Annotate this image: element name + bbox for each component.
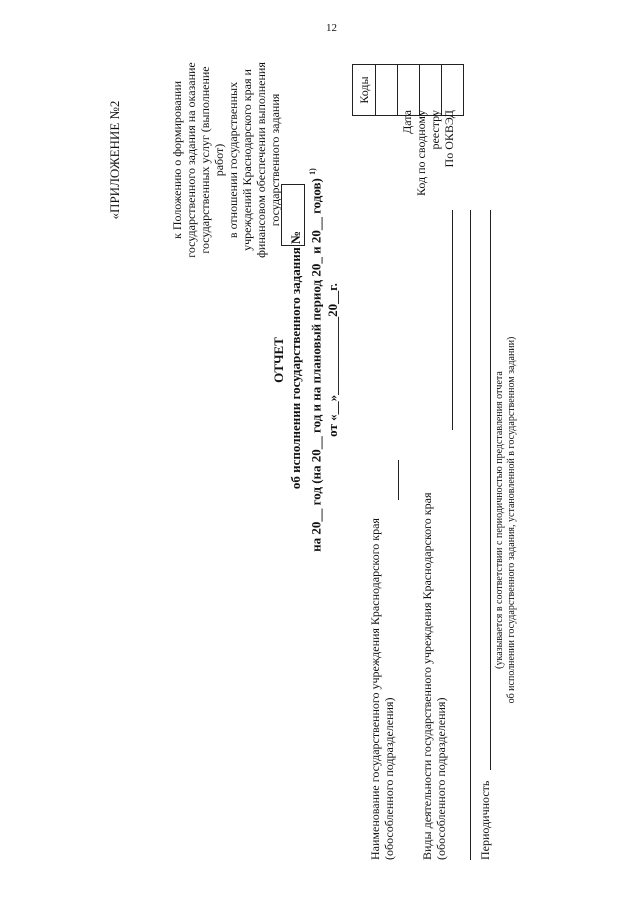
codes-cell-registry[interactable] [398,65,420,115]
appendix-line: к Положению о формировании [170,81,184,240]
label-registry-code: Код по сводному реестру [414,110,442,197]
periodicity-underline[interactable] [490,210,491,770]
institution-name-label [368,340,396,860]
appendix-line: государственных услуг (выполнение работ) [198,66,226,254]
institution-name-underline[interactable] [398,460,399,500]
activity-underline-2[interactable] [470,210,471,860]
assignment-number-box[interactable] [281,184,305,246]
report-date: от «__»____________20__г. [325,283,341,437]
report-period-note: 1) [308,168,317,175]
codes-cell-date[interactable] [376,65,398,115]
report-subtitle: об исполнении государственного задания № [288,230,303,490]
appendix-line: государственного задания на оказание [184,62,198,258]
appendix-line: государственного задания [268,93,282,227]
appendix-line: в отношении государственных [226,81,240,239]
activity-line1: Виды деятельности государственного учреждения Краснодарского края [420,492,434,860]
periodicity-note-line2: об исполнении государственного задания, установленной в государственном задании) [506,336,517,704]
label-okved: По ОКВЭД [442,110,456,168]
institution-name-line2: (обособленного подразделения) [382,697,396,860]
periodicity-note [494,260,518,780]
codes-cell-extra[interactable] [442,65,463,115]
report-period-text: на 20__ год (на 20__ год и на плановый период 20_ и 20__ годов) [308,178,324,552]
periodicity-text: Периодичность [478,780,492,860]
activity-underline-1[interactable] [452,210,453,430]
appendix-title: «ПРИЛОЖЕНИЕ №2 [107,100,122,220]
label-date: Дата [400,110,414,134]
codes-table [352,64,464,116]
appendix-line: учреждений Краснодарского края и [240,69,254,251]
periodicity-note-line1: (указывается в соответствии с периодичностью представления отчета [494,371,505,669]
codes-table-header: Коды [353,65,376,115]
appendix-line: финансовом обеспечении выполнения [254,62,268,258]
appendix-body [170,50,282,270]
activity-label [420,340,448,860]
report-title: ОТЧЕТ [271,337,286,383]
codes-cell-okved[interactable] [420,65,442,115]
report-period [304,160,324,560]
page-number: 12 [326,22,337,34]
institution-name-line1: Наименование государственного учреждения Краснодарского края [368,518,382,860]
rotated-form-sheet [0,20,640,860]
right-labels [400,110,456,200]
activity-line2: (обособленного подразделения) [434,697,448,860]
